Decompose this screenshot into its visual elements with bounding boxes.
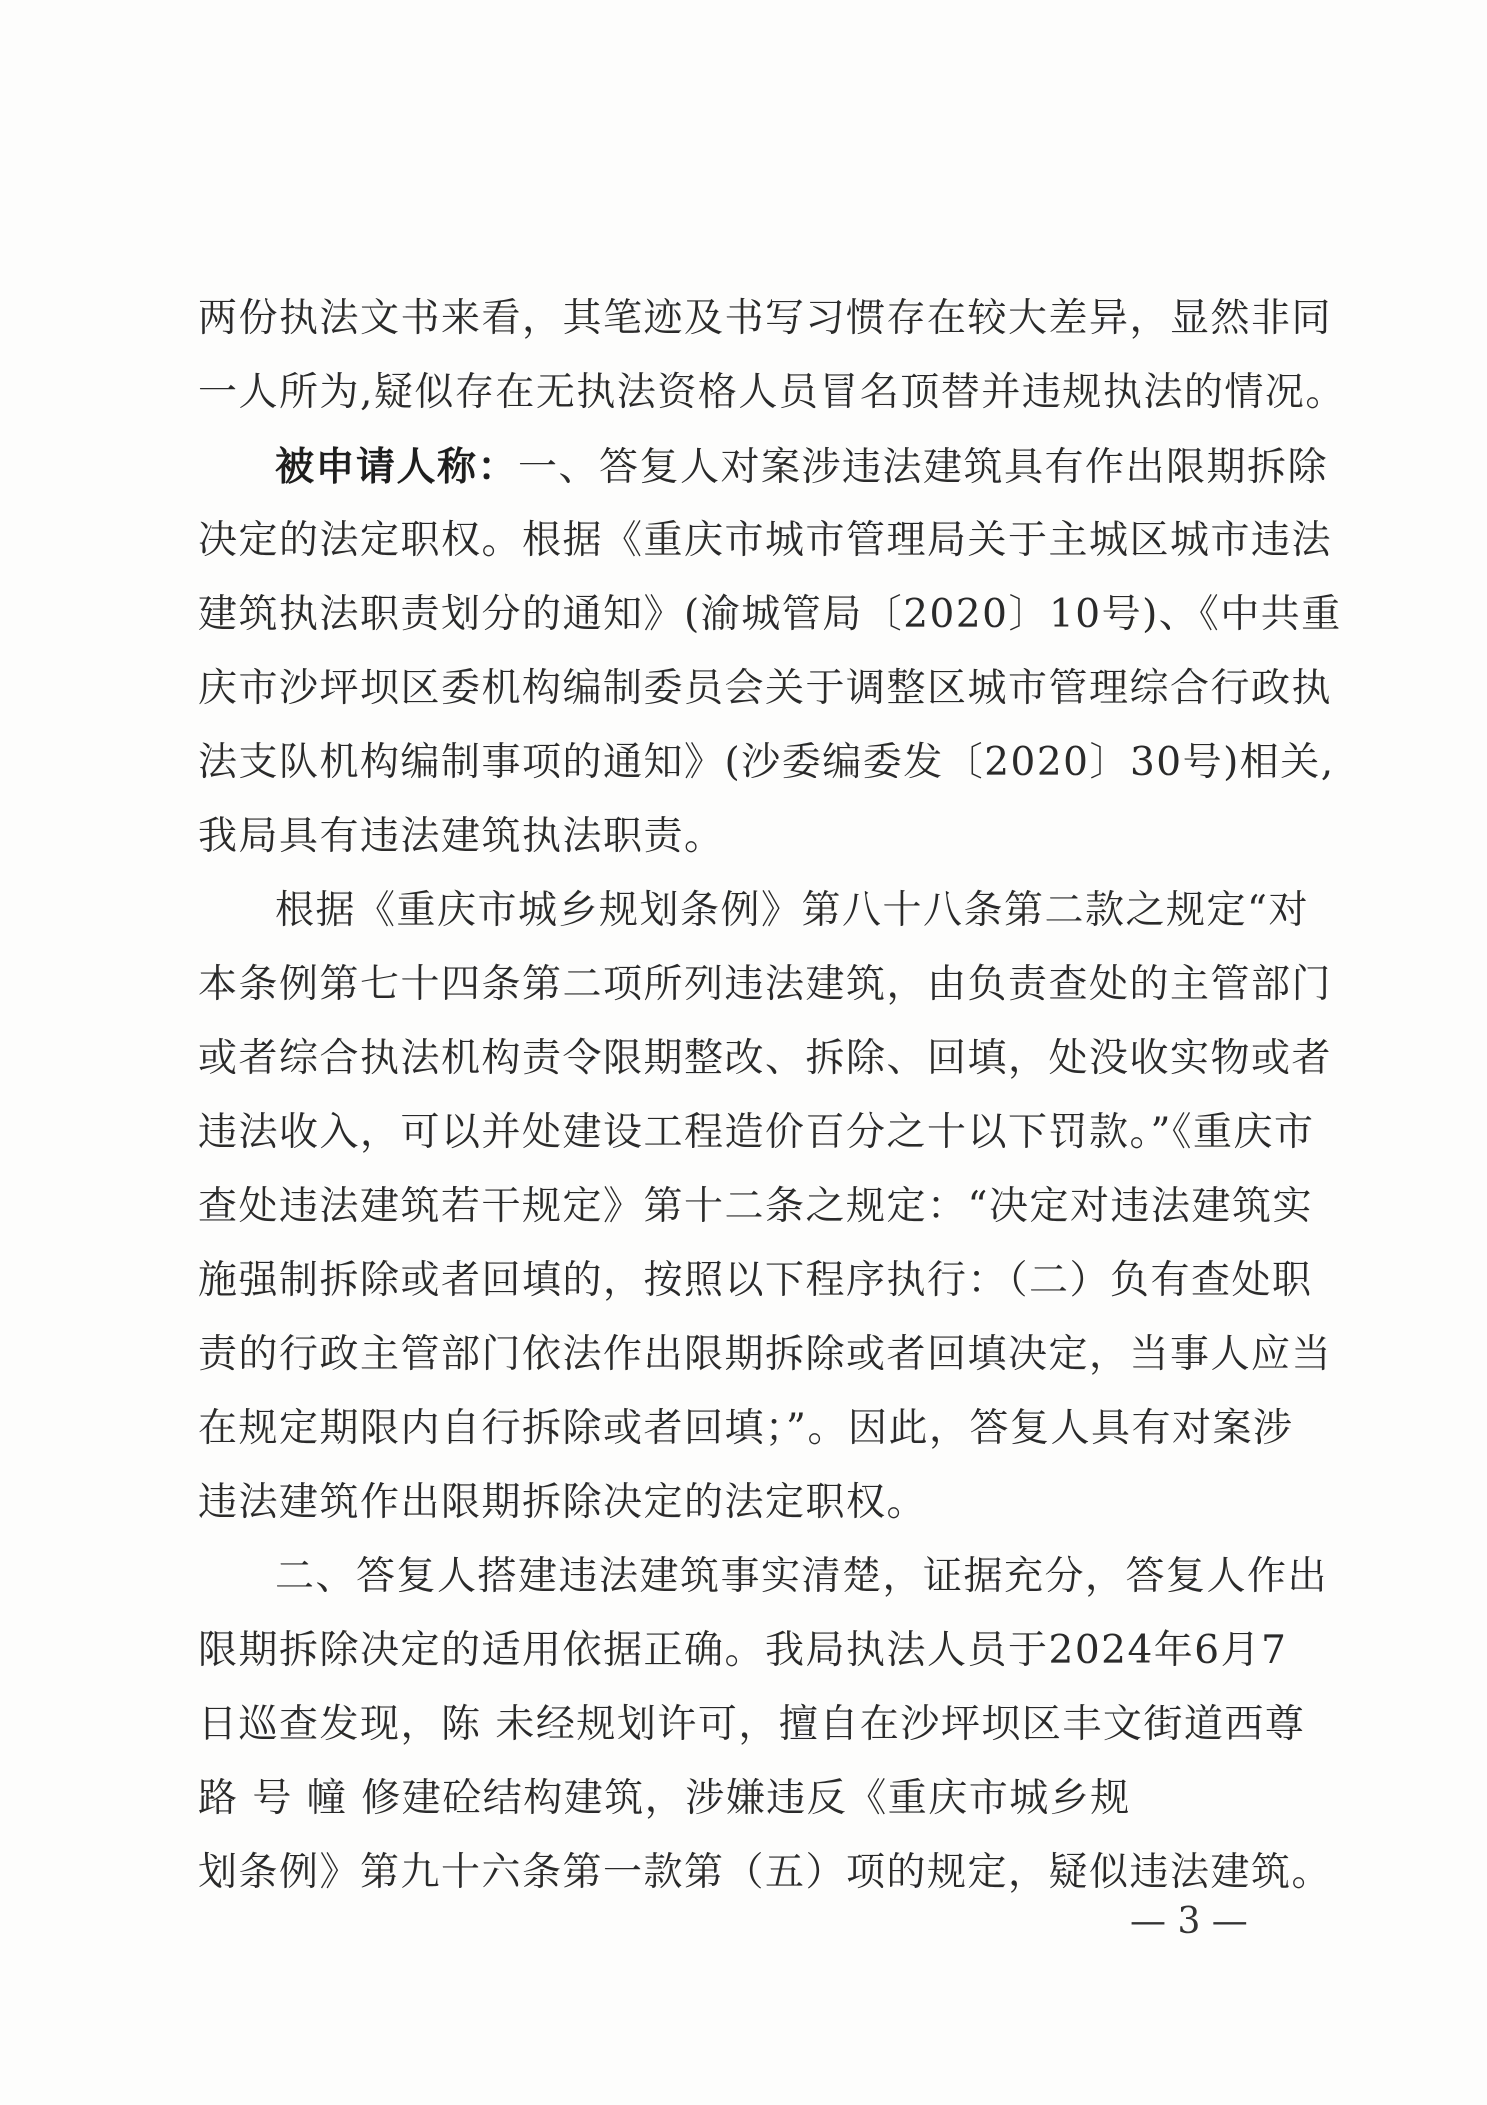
paragraph-line-3-text: 一、答复人对案涉违法建筑具有作出限期拆除 <box>518 445 1329 490</box>
paragraph-line-2: 一人所为,疑似存在无执法资格人员冒名顶替并违规执法的情况。 <box>198 370 1346 415</box>
paragraph-line-13: 查处违法建筑若干规定》第十二条之规定：“决定对违法建筑实 <box>198 1184 1313 1229</box>
paragraph-line-15: 责的行政主管部门依法作出限期拆除或者回填决定，当事人应当 <box>198 1332 1333 1377</box>
paragraph-line-7: 法支队机构编制事项的通知》(沙委编委发〔2020〕30号)相关, <box>198 740 1335 785</box>
paragraph-line-3 <box>275 442 1329 492</box>
respondent-label: 被申请人称： <box>275 444 519 490</box>
paragraph-line-5: 建筑执法职责划分的通知》(渝城管局〔2020〕10号)、《中共重 <box>198 592 1342 637</box>
paragraph-line-18: 二、答复人搭建违法建筑事实清楚，证据充分，答复人作出 <box>275 1554 1329 1599</box>
paragraph-line-9: 根据《重庆市城乡规划条例》第八十八条第二款之规定“对 <box>275 888 1309 933</box>
paragraph-line-14: 施强制拆除或者回填的，按照以下程序执行：（二）负有查处职 <box>198 1258 1313 1303</box>
paragraph-line-10: 本条例第七十四条第二项所列违法建筑，由负责查处的主管部门 <box>198 962 1333 1007</box>
paragraph-line-1: 两份执法文书来看，其笔迹及书写习惯存在较大差异，显然非同 <box>198 296 1333 341</box>
paragraph-line-20: 日巡查发现，陈 未经规划许可，擅自在沙坪坝区丰文街道西尊 <box>198 1702 1306 1747</box>
paragraph-line-11: 或者综合执法机构责令限期整改、拆除、回填，处没收实物或者 <box>198 1036 1333 1081</box>
paragraph-line-19: 限期拆除决定的适用依据正确。我局执法人员于2024年6月7 <box>198 1628 1288 1673</box>
paragraph-line-21: 路 号 幢 修建砼结构建筑，涉嫌违反《重庆市城乡规 <box>198 1776 1131 1821</box>
paragraph-line-6: 庆市沙坪坝区委机构编制委员会关于调整区城市管理综合行政执 <box>198 666 1333 711</box>
paragraph-line-12: 违法收入，可以并处建设工程造价百分之十以下罚款。”《重庆市 <box>198 1110 1315 1155</box>
paragraph-line-4: 决定的法定职权。根据《重庆市城市管理局关于主城区城市违法 <box>198 518 1333 563</box>
paragraph-line-22: 划条例》第九十六条第一款第（五）项的规定，疑似违法建筑。 <box>198 1850 1333 1895</box>
paragraph-line-17: 违法建筑作出限期拆除决定的法定职权。 <box>198 1480 928 1525</box>
paragraph-line-16: 在规定期限内自行拆除或者回填；”。因此，答复人具有对案涉 <box>198 1406 1294 1451</box>
paragraph-line-8: 我局具有违法建筑执法职责。 <box>198 814 725 859</box>
page-number: — 3 — <box>1130 1901 1248 1942</box>
